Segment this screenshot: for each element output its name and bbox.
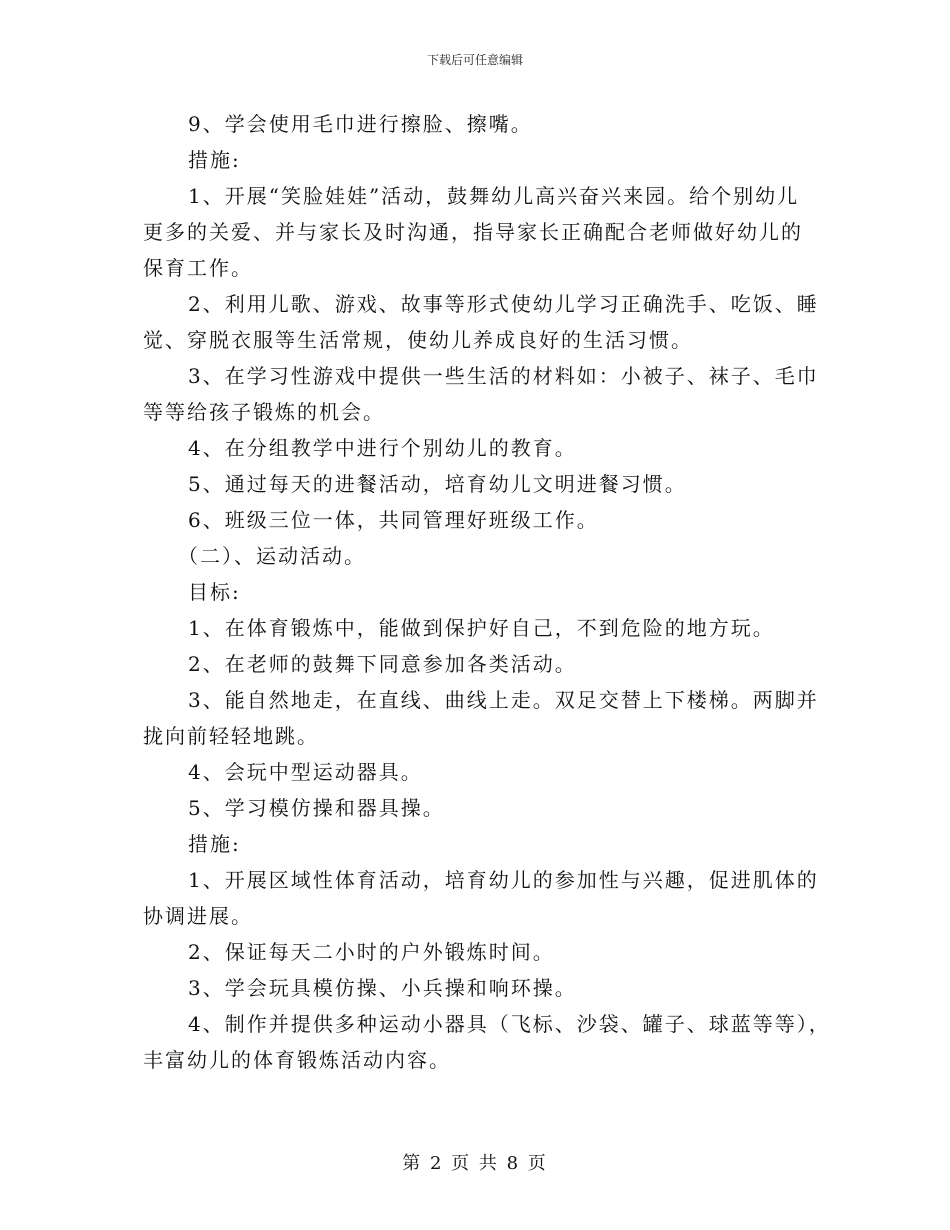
paragraph-line: 觉、穿脱衣服等生活常规，使幼儿养成良好的生活习惯。 xyxy=(143,328,693,352)
paragraph-line: 4、在分组教学中进行个别幼儿的教育。 xyxy=(188,436,577,460)
paragraph-line: 4、会玩中型运动器具。 xyxy=(188,760,423,784)
paragraph-line: 更多的关爱、并与家长及时沟通，指导家长正确配合老师做好幼儿的 xyxy=(143,220,803,244)
paragraph-line: 1、在体育锻炼中，能做到保护好自己，不到危险的地方玩。 xyxy=(188,616,775,640)
document-body xyxy=(143,106,831,1078)
section-heading: 目标: xyxy=(188,580,241,604)
page-number-footer: 第 2 页 共 8 页 xyxy=(402,1153,548,1174)
paragraph-line: 2、在老师的鼓舞下同意参加各类活动。 xyxy=(188,652,577,676)
paragraph-line: 协调进展。 xyxy=(143,904,253,928)
paragraph-line: 9、学会使用毛巾进行擦脸、擦嘴。 xyxy=(188,112,533,136)
paragraph-line: 3、在学习性游戏中提供一些生活的材料如：小被子、袜子、毛巾 xyxy=(188,364,819,388)
section-heading: （二）、运动活动。 xyxy=(178,544,366,568)
paragraph-line: 3、能自然地走，在直线、曲线上走。双足交替上下楼梯。两脚并 xyxy=(188,688,819,712)
paragraph-line: 等等给孩子锻炼的机会。 xyxy=(143,400,385,424)
paragraph-line: 2、保证每天二小时的户外锻炼时间。 xyxy=(188,940,555,964)
paragraph-line: 2、利用儿歌、游戏、故事等形式使幼儿学习正确洗手、吃饭、睡 xyxy=(188,292,819,316)
paragraph-line: 5、通过每天的进餐活动，培育幼儿文明进餐习惯。 xyxy=(188,472,687,496)
paragraph-line: 6、班级三位一体，共同管理好班级工作。 xyxy=(188,508,599,532)
paragraph-line: 5、学习模仿操和器具操。 xyxy=(188,796,445,820)
section-heading: 措施: xyxy=(188,148,241,172)
paragraph-line: 4、制作并提供多种运动小器具（飞标、沙袋、罐子、球蓝等等）， xyxy=(188,1012,831,1036)
paragraph-line: 1、开展“笑脸娃娃”活动，鼓舞幼儿高兴奋兴来园。给个别幼儿 xyxy=(188,184,800,208)
page-header-note: 下载后可任意编辑 xyxy=(426,53,523,67)
section-heading: 措施: xyxy=(188,832,241,856)
paragraph-line: 拢向前轻轻地跳。 xyxy=(143,724,319,748)
paragraph-line: 丰富幼儿的体育锻炼活动内容。 xyxy=(143,1048,451,1072)
paragraph-line: 3、学会玩具模仿操、小兵操和响环操。 xyxy=(188,976,577,1000)
paragraph-line: 保育工作。 xyxy=(143,256,253,280)
paragraph-line: 1、开展区域性体育活动，培育幼儿的参加性与兴趣，促进肌体的 xyxy=(188,868,819,892)
